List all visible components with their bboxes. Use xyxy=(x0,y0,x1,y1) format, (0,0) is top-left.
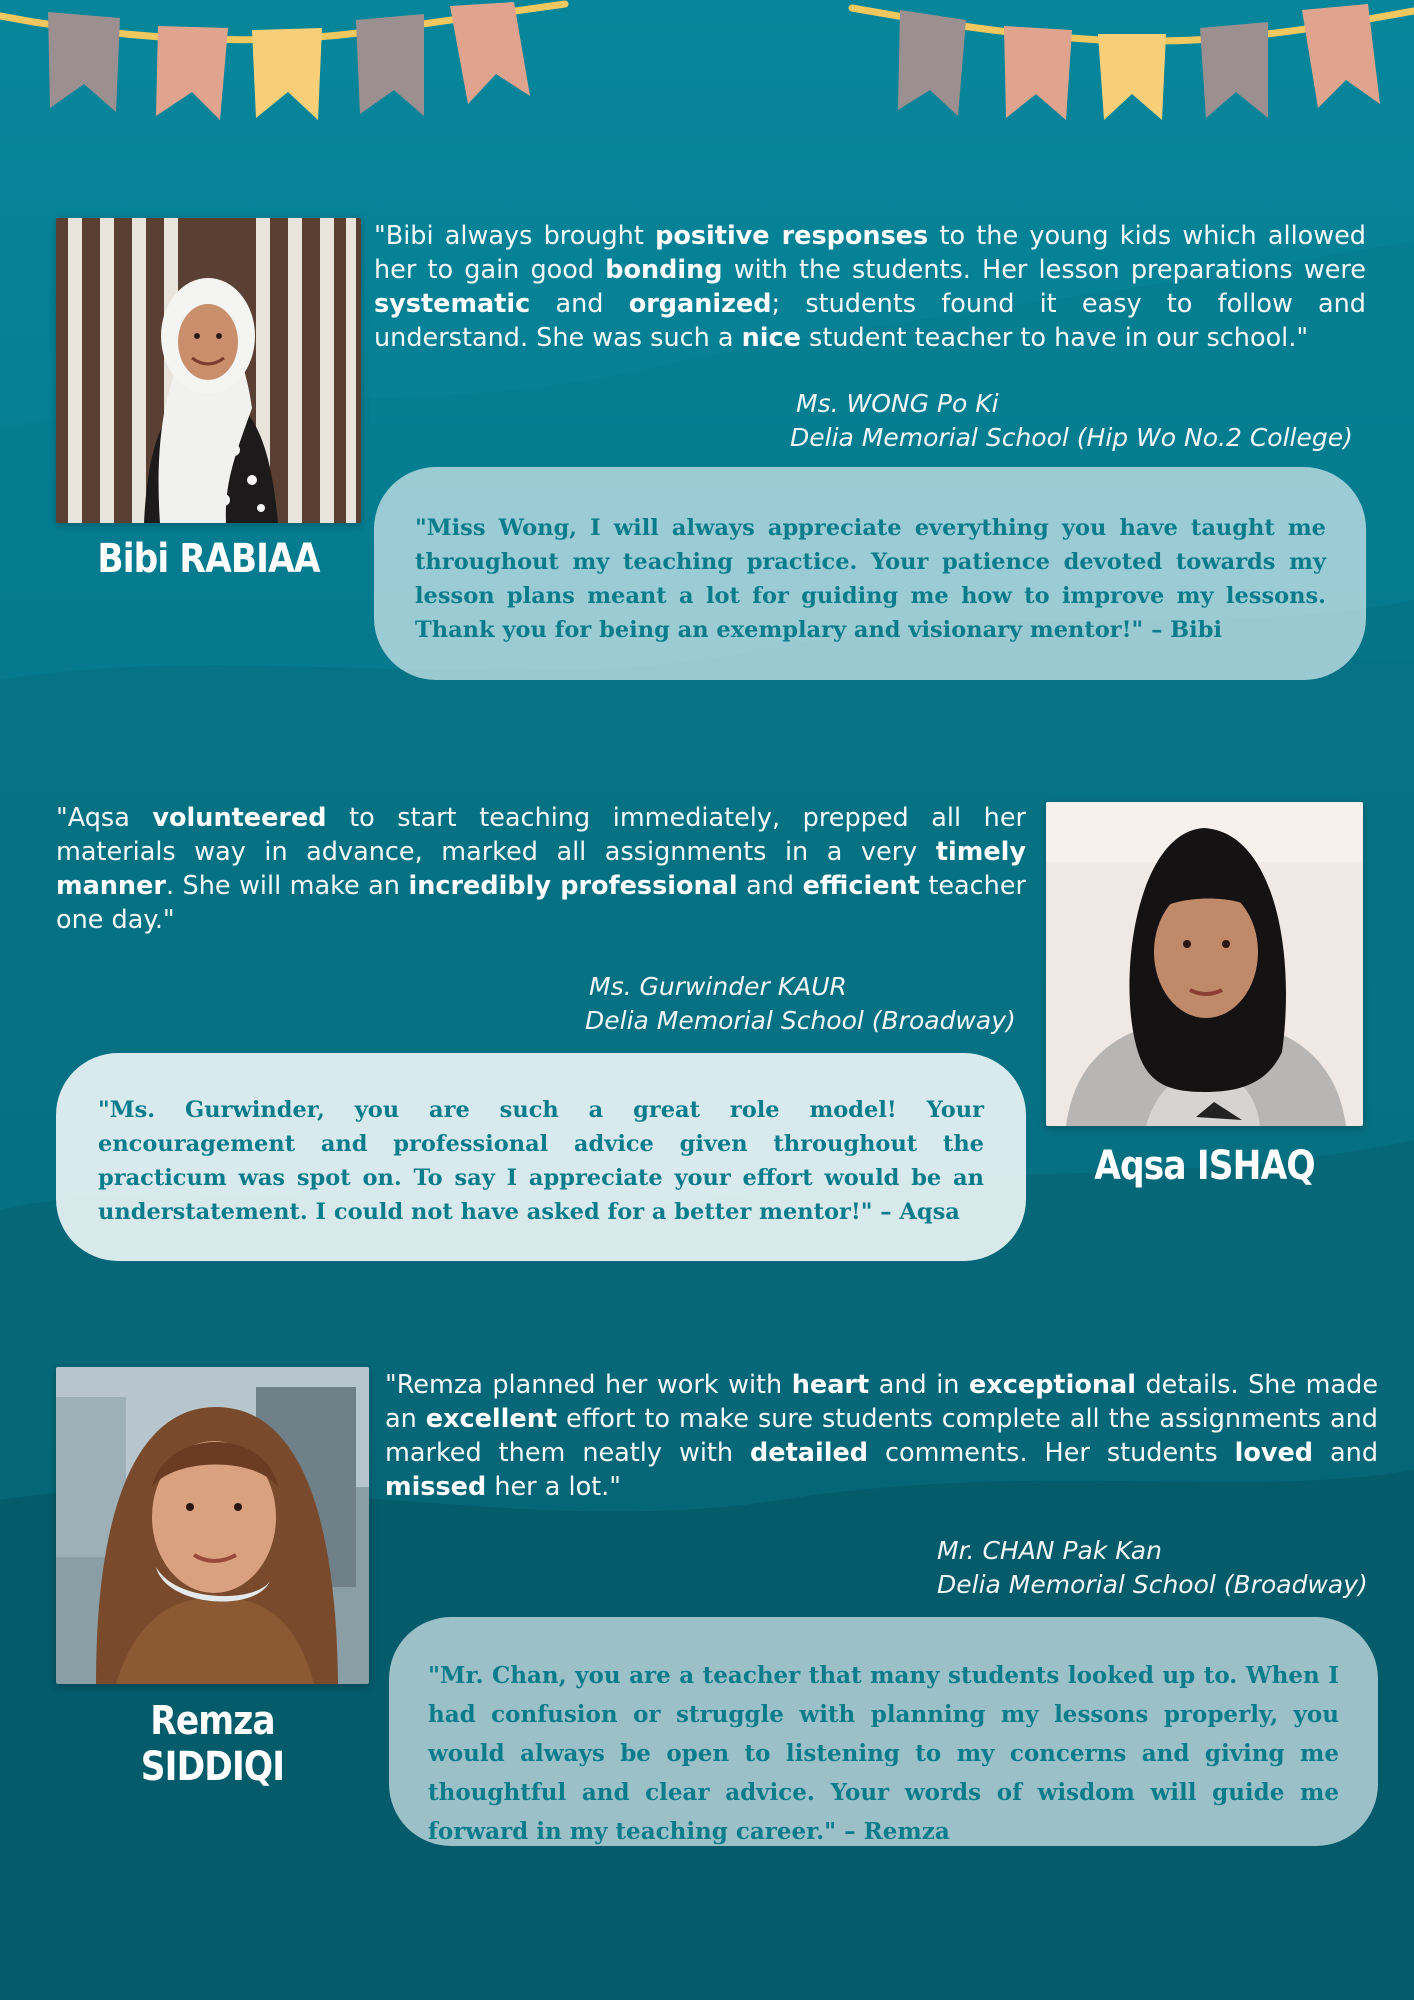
pennant-flag xyxy=(1302,4,1380,108)
quote-emphasis: excellent xyxy=(425,1404,558,1434)
mentor-signature xyxy=(790,387,1353,455)
pennant-flag xyxy=(252,28,322,120)
bunting-right xyxy=(840,0,1414,140)
quote-emphasis: systematic xyxy=(374,289,531,319)
pennant-flag xyxy=(48,12,120,112)
mentor-quote xyxy=(56,801,1026,937)
pennant-flag xyxy=(450,2,530,104)
quote-text: her a lot." xyxy=(486,1472,622,1502)
student-reply: "Miss Wong, I will always appreciate everything you have taught me throughout my teaching practice. Your patience devoted towards my lesson plans meant a lot for guiding me how to improve my lessons. Thank you for being an exemplary and visionary mentor!" – Bibi xyxy=(415,515,1326,643)
student-name: Remza SIDDIQI xyxy=(140,1698,285,1790)
quote-text: teacher one day." xyxy=(56,871,1026,935)
pennant-flag xyxy=(1200,22,1268,118)
quote-text: to start teaching immediately, prepped all her materials way in advance, marked all assignments in a very xyxy=(56,803,1026,867)
quote-text: and xyxy=(530,289,629,319)
student-reply-bubble xyxy=(389,1617,1378,1846)
quote-emphasis: exceptional xyxy=(969,1370,1136,1400)
mentor-quote xyxy=(385,1368,1378,1504)
student-reply: "Ms. Gurwinder, you are such a great role model! Your encouragement and professional advice given throughout the practicum was spot on. To say I appreciate your effort would be an understatement. I could not have asked for a better mentor!" – Aqsa xyxy=(98,1097,984,1225)
student-name: Aqsa ISHAQ xyxy=(1094,1143,1315,1189)
pennant-flag xyxy=(156,26,228,120)
mentor-name: Mr. CHAN Pak Kan xyxy=(937,1536,1162,1565)
student-reply-bubble xyxy=(374,467,1366,680)
quote-text: "Bibi always brought xyxy=(374,221,656,251)
quote-emphasis: heart xyxy=(791,1370,870,1400)
quote-emphasis: nice xyxy=(741,323,801,353)
quote-text: and in xyxy=(869,1370,969,1400)
quote-text: effort to make sure students complete all the assignments and marked them neatly with xyxy=(385,1404,1378,1468)
quote-text: . She will make an xyxy=(165,871,409,901)
quote-emphasis: positive responses xyxy=(655,221,929,251)
quote-text: comments. Her students xyxy=(868,1438,1235,1468)
quote-emphasis: loved xyxy=(1234,1438,1314,1468)
mentor-school: Delia Memorial School (Broadway) xyxy=(937,1570,1368,1599)
student-photo-aqsa xyxy=(1046,802,1363,1126)
quote-text: ; students found it easy to follow and understand. She was such a xyxy=(374,289,1366,353)
quote-emphasis: detailed xyxy=(750,1438,869,1468)
quote-emphasis: volunteered xyxy=(152,803,327,833)
pennant-flag xyxy=(1004,26,1072,120)
quote-text: and xyxy=(737,871,803,901)
student-reply: "Mr. Chan, you are a teacher that many students looked up to. When I had confusion or struggle with planning my lessons properly, you would always be open to listening to my concerns and giving me thoughtful and clear advice. Your words of wisdom will guide me forward in my teaching career." – Remza xyxy=(428,1662,1339,1845)
quote-text: student teacher to have in our school." xyxy=(800,323,1309,353)
student-photo-bibi xyxy=(56,218,361,523)
pennant-flag xyxy=(356,14,424,116)
quote-emphasis: missed xyxy=(385,1472,487,1502)
quote-text: "Aqsa xyxy=(56,803,153,833)
quote-emphasis: timely manner xyxy=(56,837,1026,901)
mentor-name: Ms. WONG Po Ki xyxy=(796,389,999,418)
student-name: Bibi RABIAA xyxy=(97,536,320,582)
quote-text: with the students. Her lesson preparations were xyxy=(722,255,1366,285)
mentor-quote xyxy=(374,219,1366,355)
mentor-school: Delia Memorial School (Hip Wo No.2 College) xyxy=(790,423,1353,452)
quote-emphasis: bonding xyxy=(605,255,723,285)
student-photo-remza xyxy=(56,1367,369,1684)
quote-text: "Remza planned her work with xyxy=(385,1370,792,1400)
quote-text: and xyxy=(1313,1438,1379,1468)
mentor-signature xyxy=(937,1534,1368,1602)
mentor-signature xyxy=(585,970,1016,1038)
student-reply-bubble xyxy=(56,1053,1026,1261)
quote-text: details. She made an xyxy=(385,1370,1379,1434)
mentor-school: Delia Memorial School (Broadway) xyxy=(585,1006,1016,1035)
quote-text: to the young kids which allowed her to gain good xyxy=(374,221,1366,285)
mentor-name: Ms. Gurwinder KAUR xyxy=(589,972,847,1001)
quote-emphasis: organized xyxy=(628,289,772,319)
pennant-flag xyxy=(898,10,966,116)
quote-emphasis: incredibly professional xyxy=(408,871,738,901)
quote-emphasis: efficient xyxy=(802,871,920,901)
pennant-flag xyxy=(1098,34,1166,120)
bunting-left xyxy=(0,0,580,140)
